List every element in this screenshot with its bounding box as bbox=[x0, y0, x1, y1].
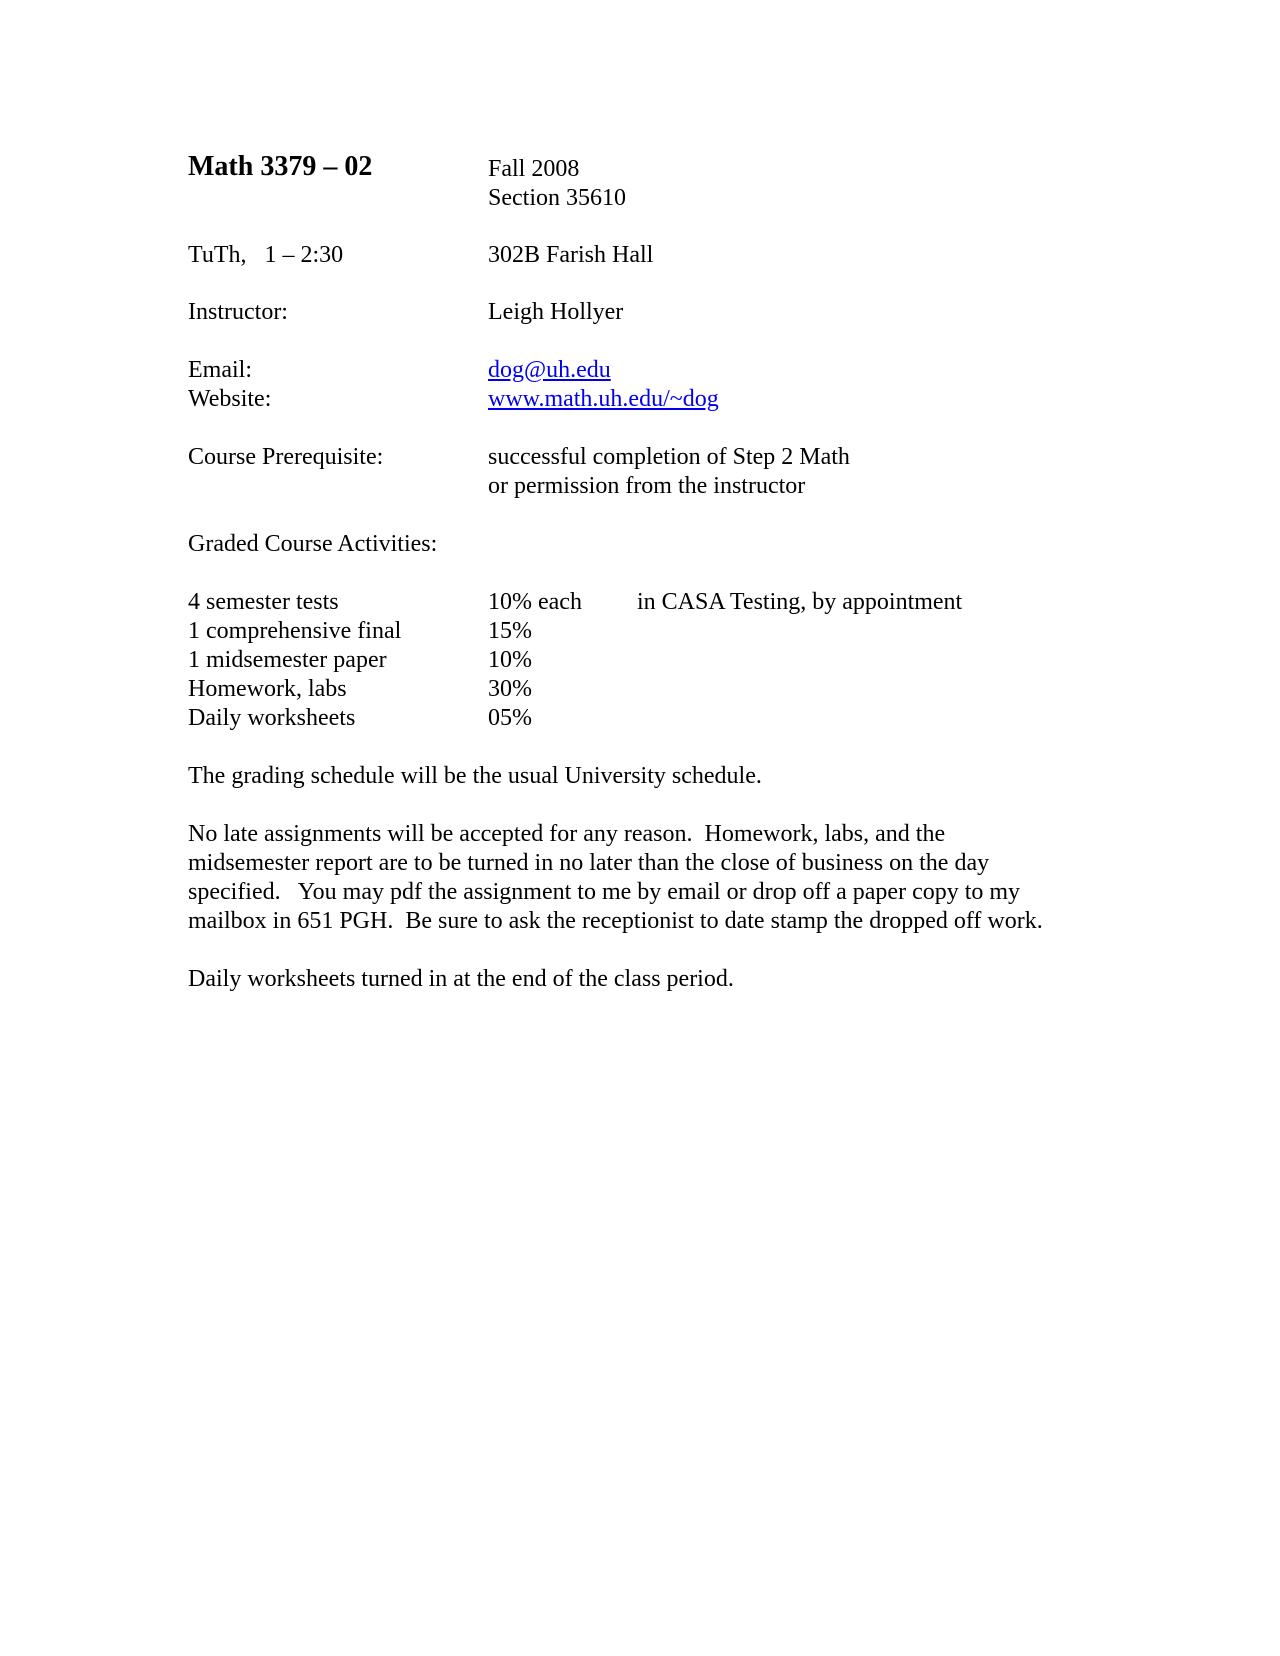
activity-name: 4 semester tests bbox=[188, 589, 339, 615]
activity-name: Daily worksheets bbox=[188, 705, 356, 731]
late-policy-line: specified. You may pdf the assignment to me by email or drop off a paper copy to my bbox=[188, 879, 1021, 905]
activity-weight: 10% bbox=[488, 647, 532, 673]
email-label: Email: bbox=[188, 357, 252, 383]
instructor-name: Leigh Hollyer bbox=[488, 299, 624, 325]
prerequisite-label: Course Prerequisite: bbox=[188, 444, 384, 470]
activity-weight: 30% bbox=[488, 676, 532, 702]
website-label: Website: bbox=[188, 386, 272, 412]
activity-name: 1 comprehensive final bbox=[188, 618, 402, 644]
grading-schedule-text: The grading schedule will be the usual University schedule. bbox=[188, 763, 762, 789]
activity-weight: 15% bbox=[488, 618, 532, 644]
section-number: Section 35610 bbox=[488, 185, 626, 211]
term: Fall 2008 bbox=[488, 156, 580, 182]
prerequisite-line-1: successful completion of Step 2 Math bbox=[488, 444, 850, 470]
worksheets-text: Daily worksheets turned in at the end of the class period. bbox=[188, 966, 734, 992]
prerequisite-line-2: or permission from the instructor bbox=[488, 473, 806, 499]
activity-weight: 10% each bbox=[488, 589, 582, 615]
email-link[interactable]: dog@uh.edu bbox=[488, 357, 611, 383]
late-policy-line: mailbox in 651 PGH. Be sure to ask the receptionist to date stamp the dropped off work. bbox=[188, 908, 1043, 934]
instructor-label: Instructor: bbox=[188, 299, 288, 325]
late-policy-line: No late assignments will be accepted for any reason. Homework, labs, and the bbox=[188, 821, 946, 847]
course-title: Math 3379 – 02 bbox=[188, 151, 373, 182]
late-policy-line: midsemester report are to be turned in no later than the close of business on the day bbox=[188, 850, 990, 876]
activity-weight: 05% bbox=[488, 705, 532, 731]
class-room: 302B Farish Hall bbox=[488, 242, 654, 268]
activity-note: in CASA Testing, by appointment bbox=[637, 589, 963, 615]
activity-name: Homework, labs bbox=[188, 676, 347, 702]
class-days-time: TuTh, 1 – 2:30 bbox=[188, 242, 344, 268]
website-link[interactable]: www.math.uh.edu/~dog bbox=[488, 386, 719, 412]
activity-name: 1 midsemester paper bbox=[188, 647, 387, 673]
graded-activities-heading: Graded Course Activities: bbox=[188, 531, 438, 557]
